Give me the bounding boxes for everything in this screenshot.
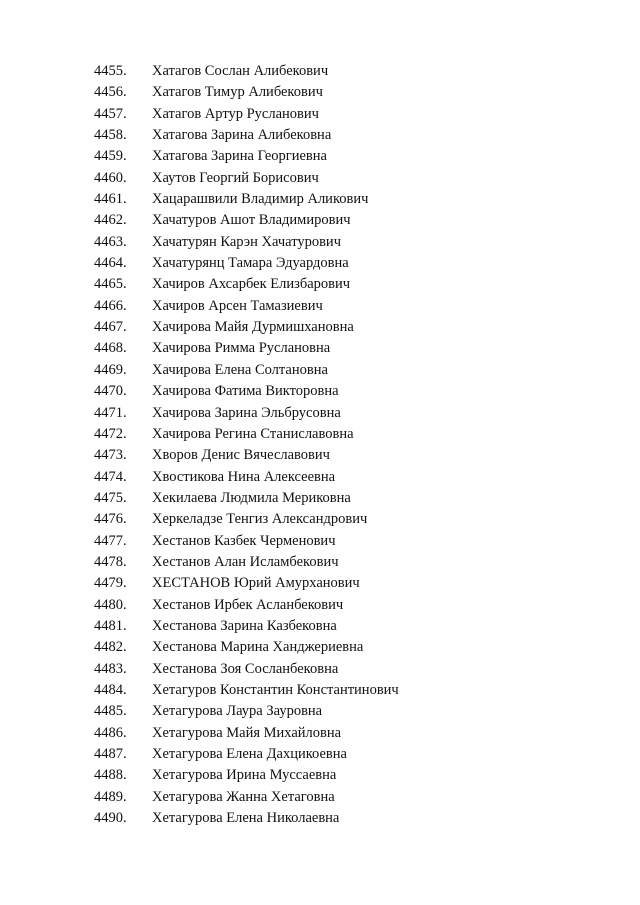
list-item xyxy=(94,680,399,701)
entry-name: Хетагурова Елена Николаевна xyxy=(152,810,340,827)
entry-number: 4469. xyxy=(94,361,127,378)
list-item xyxy=(94,467,399,488)
entry-number: 4484. xyxy=(94,681,127,698)
entry-name: Хетагурова Лаура Зауровна xyxy=(152,703,323,720)
list-item xyxy=(94,616,399,637)
list-item xyxy=(94,509,399,530)
entry-number: 4468. xyxy=(94,340,127,357)
entry-number: 4476. xyxy=(94,511,127,528)
entry-number: 4475. xyxy=(94,489,127,506)
entry-name: ХЕСТАНОВ Юрий Амурханович xyxy=(152,575,360,592)
list-item xyxy=(94,189,399,210)
entry-name: Хачирова Зарина Эльбрусовна xyxy=(152,404,341,421)
entry-name: Хетагурова Жанна Хетаговна xyxy=(152,788,335,805)
entry-number: 4478. xyxy=(94,553,127,570)
list-item xyxy=(94,168,399,189)
entry-name: Хатагов Сослан Алибекович xyxy=(152,63,329,79)
entry-number: 4461. xyxy=(94,191,127,208)
entry-name: Хачатурян Карэн Хачатурович xyxy=(152,233,341,250)
list-item xyxy=(94,723,399,744)
entry-name: Хестанова Зоя Сосланбековна xyxy=(152,660,339,677)
list-item xyxy=(94,82,399,103)
list-item xyxy=(94,104,399,125)
entry-name: Хвостикова Нина Алексеевна xyxy=(152,468,336,485)
list-item xyxy=(94,360,399,381)
list-item xyxy=(94,424,399,445)
list-item xyxy=(94,403,399,424)
entry-name: Хачирова Регина Станиславовна xyxy=(152,425,354,442)
entry-name: Хестанов Алан Исламбекович xyxy=(152,553,339,570)
entry-name: Хворов Денис Вячеславович xyxy=(152,447,330,464)
entry-number: 4464. xyxy=(94,255,127,272)
entry-name: Хатагов Тимур Алибекович xyxy=(152,84,323,101)
entry-name: Хацарашвили Владимир Аликович xyxy=(152,191,369,208)
list-item xyxy=(94,659,399,680)
entry-name: Хатагова Зарина Алибековна xyxy=(152,127,332,144)
list-item xyxy=(94,787,399,808)
entry-name: Хестанова Марина Ханджериевна xyxy=(152,639,364,656)
list-item xyxy=(94,232,399,253)
entry-number: 4488. xyxy=(94,767,127,784)
entry-number: 4470. xyxy=(94,383,127,400)
list-item xyxy=(94,531,399,552)
entry-number: 4472. xyxy=(94,425,127,442)
entry-number: 4458. xyxy=(94,127,127,144)
entry-number: 4459. xyxy=(94,148,127,165)
list-item xyxy=(94,274,399,295)
entry-number: 4467. xyxy=(94,319,127,336)
entry-number: 4474. xyxy=(94,468,127,485)
entry-name: Херкеладзе Тенгиз Александрович xyxy=(152,511,368,528)
list-item xyxy=(94,146,399,167)
list-item xyxy=(94,744,399,765)
entry-number: 4455. xyxy=(94,63,127,79)
entry-number: 4485. xyxy=(94,703,127,720)
entry-name: Хестанов Казбек Черменович xyxy=(152,532,336,549)
entry-name: Хетагуров Константин Константинович xyxy=(152,681,399,698)
list-item xyxy=(94,595,399,616)
entry-number: 4456. xyxy=(94,84,127,101)
entry-name: Хестанова Зарина Казбековна xyxy=(152,617,337,634)
name-list xyxy=(94,61,399,829)
entry-name: Хетагурова Елена Дахцикоевна xyxy=(152,746,347,762)
entry-number: 4487. xyxy=(94,746,127,762)
list-item xyxy=(94,61,399,82)
entry-name: Хачирова Фатима Викторовна xyxy=(152,383,339,400)
list-item xyxy=(94,552,399,573)
list-item xyxy=(94,317,399,338)
entry-number: 4460. xyxy=(94,169,127,186)
entry-name: Хаутов Георгий Борисович xyxy=(152,169,319,186)
list-item xyxy=(94,765,399,786)
list-item xyxy=(94,125,399,146)
entry-number: 4480. xyxy=(94,596,127,613)
entry-name: Хетагурова Майя Михайловна xyxy=(152,724,342,741)
list-item xyxy=(94,210,399,231)
list-item xyxy=(94,253,399,274)
entry-name: Хачирова Елена Солтановна xyxy=(152,361,328,378)
entry-number: 4477. xyxy=(94,532,127,549)
list-item xyxy=(94,445,399,466)
entry-name: Хачиров Арсен Тамазиевич xyxy=(152,297,323,314)
entry-name: Хатагова Зарина Георгиевна xyxy=(152,148,327,165)
entry-number: 4482. xyxy=(94,639,127,656)
entry-number: 4486. xyxy=(94,724,127,741)
entry-name: Хачирова Римма Руслановна xyxy=(152,340,331,357)
entry-name: Хачатуров Ашот Владимирович xyxy=(152,212,351,229)
list-item xyxy=(94,488,399,509)
list-item xyxy=(94,808,399,829)
entry-number: 4465. xyxy=(94,276,127,293)
entry-name: Хекилаева Людмила Мериковна xyxy=(152,489,351,506)
list-item xyxy=(94,381,399,402)
entry-number: 4490. xyxy=(94,810,127,827)
entry-number: 4481. xyxy=(94,617,127,634)
list-item xyxy=(94,296,399,317)
entry-number: 4473. xyxy=(94,447,127,464)
entry-number: 4489. xyxy=(94,788,127,805)
entry-name: Хатагов Артур Русланович xyxy=(152,105,319,122)
entry-number: 4463. xyxy=(94,233,127,250)
entry-name: Хачатурянц Тамара Эдуардовна xyxy=(152,255,349,272)
entry-number: 4462. xyxy=(94,212,127,229)
list-item xyxy=(94,338,399,359)
entry-number: 4471. xyxy=(94,404,127,421)
list-item xyxy=(94,637,399,658)
list-item xyxy=(94,701,399,722)
entry-number: 4466. xyxy=(94,297,127,314)
entry-number: 4483. xyxy=(94,660,127,677)
entry-number: 4479. xyxy=(94,575,127,592)
entry-number: 4457. xyxy=(94,105,127,122)
entry-name: Хачиров Ахсарбек Елизбарович xyxy=(152,276,351,293)
list-item xyxy=(94,573,399,594)
entry-name: Хетагурова Ирина Муссаевна xyxy=(152,767,337,784)
entry-name: Хестанов Ирбек Асланбекович xyxy=(152,596,344,613)
entry-name: Хачирова Майя Дурмишхановна xyxy=(152,319,354,336)
